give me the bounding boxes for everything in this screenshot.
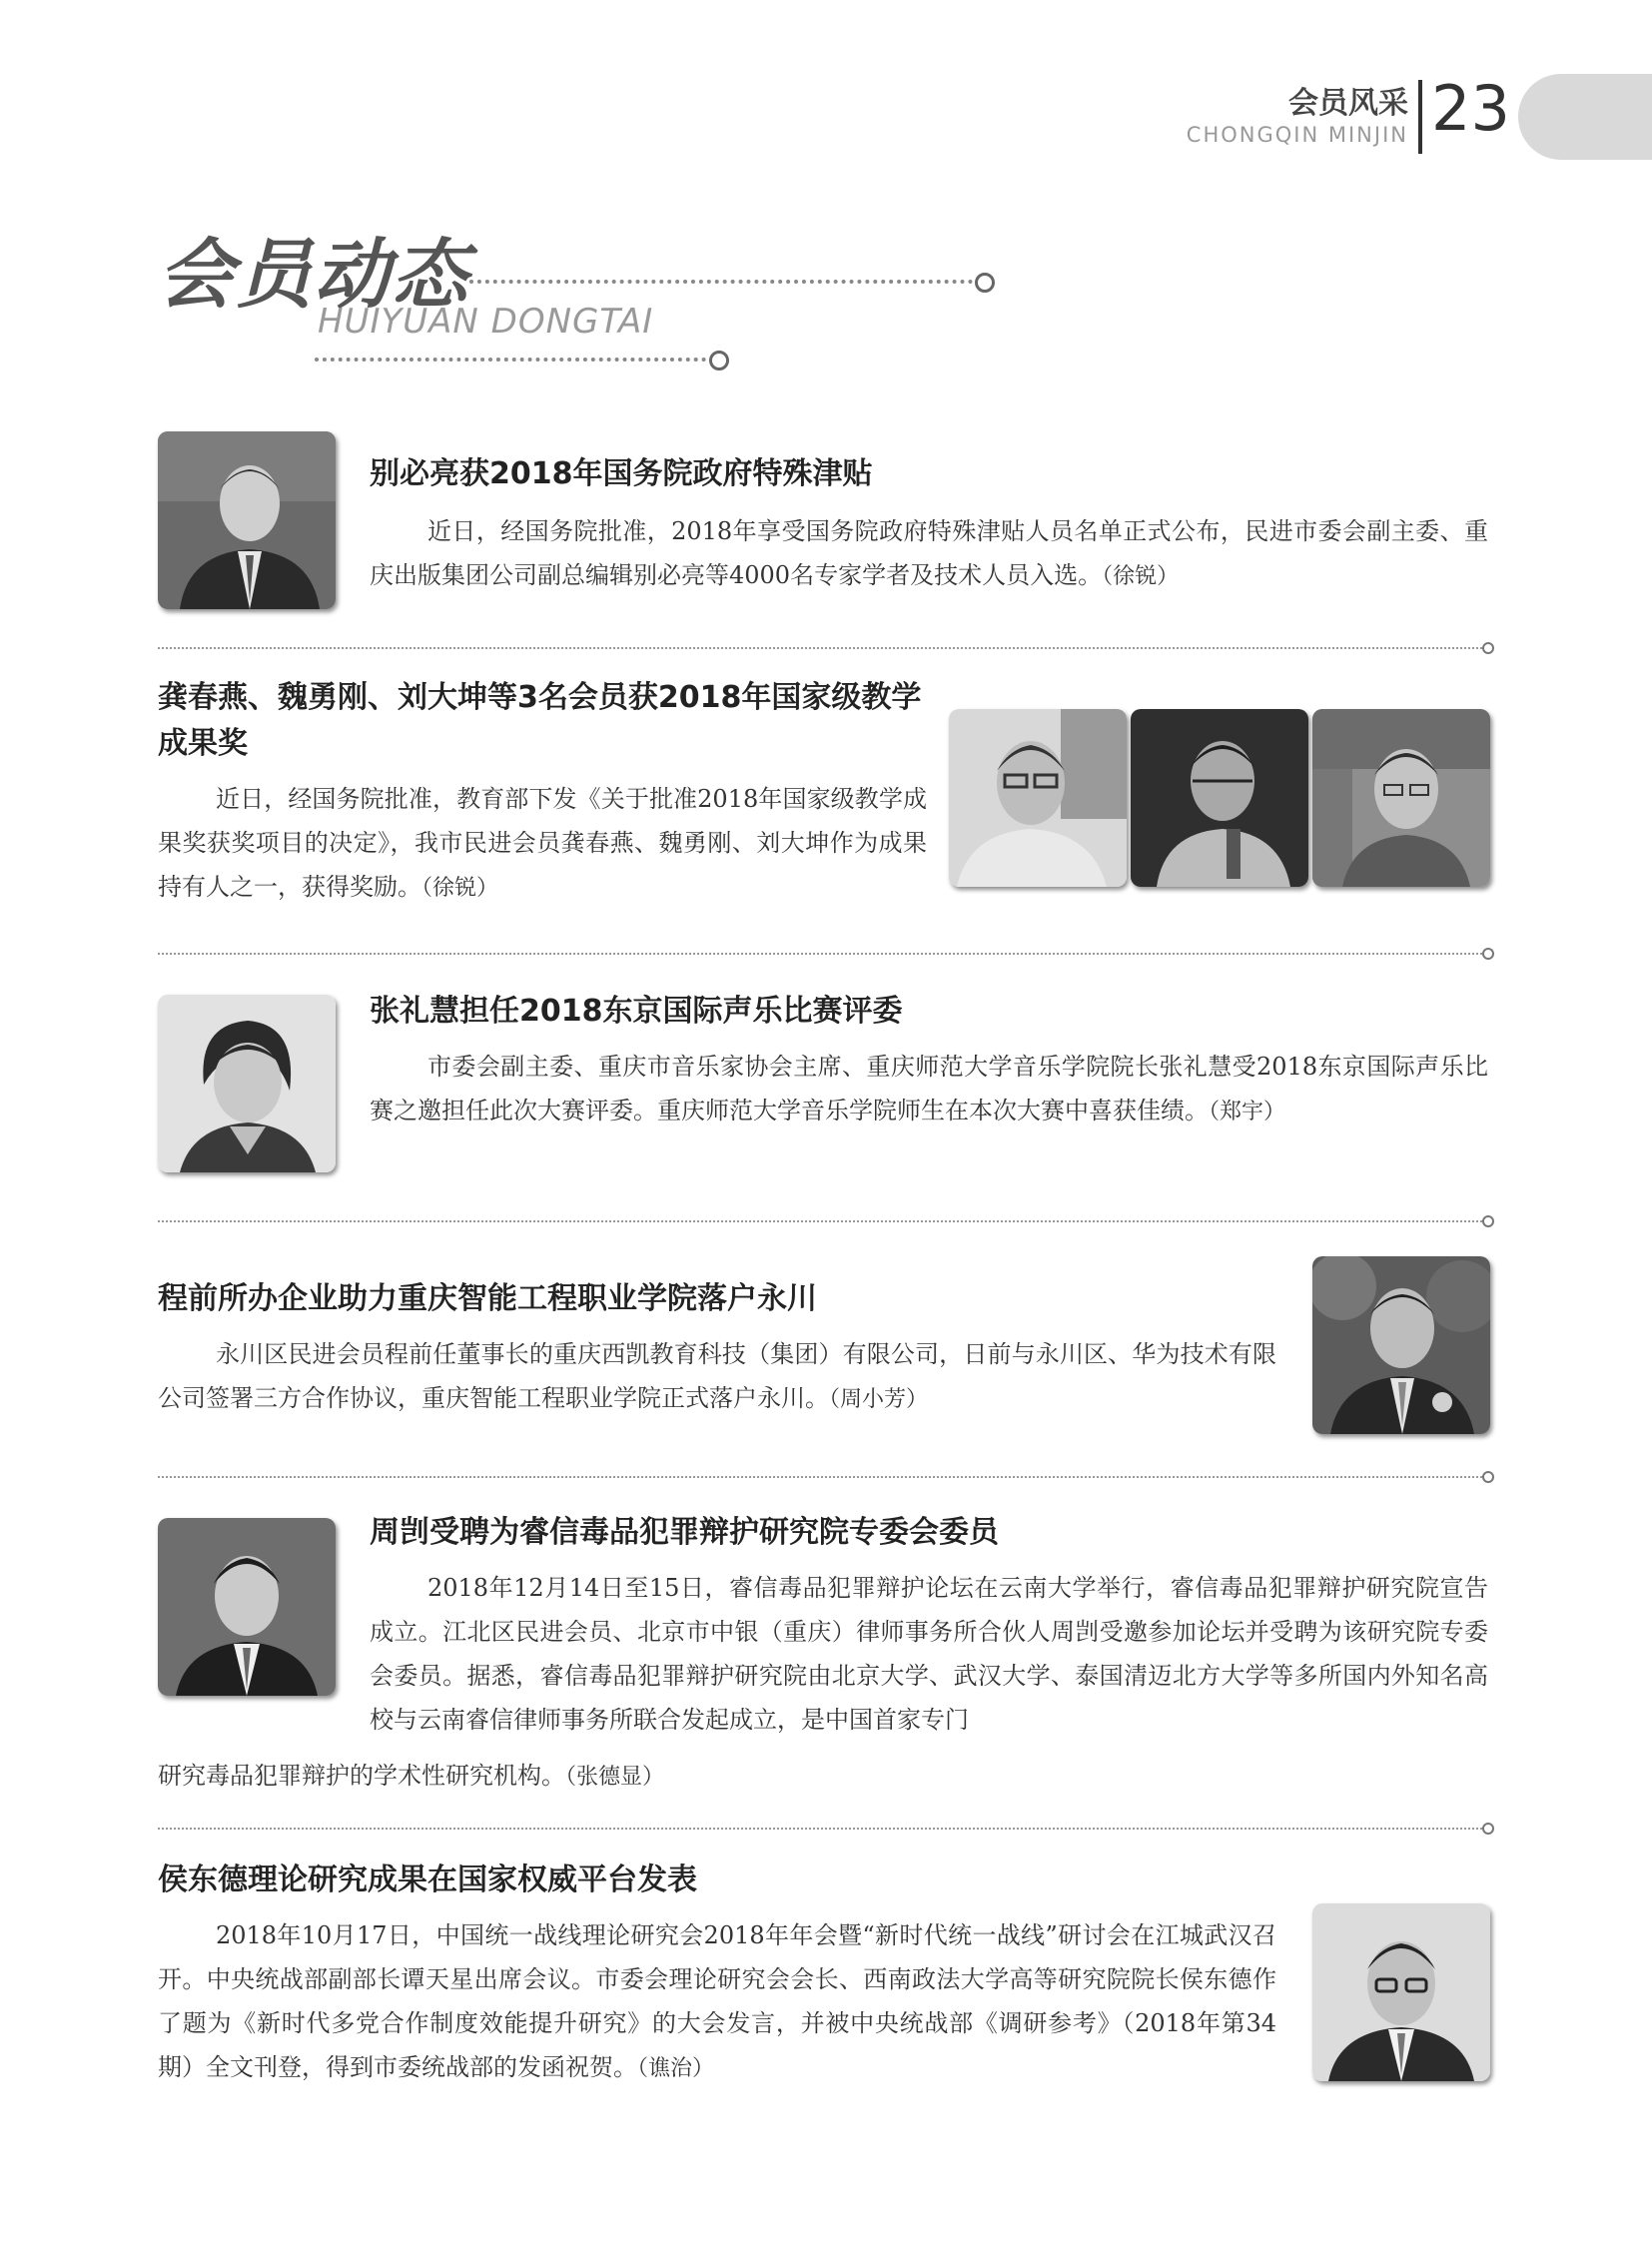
article-body: 近日，经国务院批准，教育部下发《关于批准2018年国家级教学成果奖获奖项目的决定》，我市民进会员龚春燕、魏勇刚、刘大坤作为成果持有人之一，获得奖励。（徐锐） [158,785,927,901]
article-title: 侯东德理论研究成果在国家权威平台发表 [158,1863,697,1897]
article-title: 龚春燕、魏勇刚、刘大坤等3名会员获2018年国家级教学成果奖 [158,680,922,761]
article-body-continued: 研究毒品犯罪辩护的学术性研究机构。（张德显） [158,1762,665,1790]
article-author: （张德显） [565,1765,665,1790]
section-title: 会员动态 [158,230,469,319]
subtitle-ring-ornament [709,351,729,371]
article-divider [158,1828,1486,1830]
article-author: （郑宇） [1209,1100,1286,1124]
divider-ring [1482,1215,1494,1227]
subtitle-dotted-line [315,358,714,362]
article-author: （徐锐） [1102,564,1180,589]
divider-ring [1482,1471,1494,1483]
article-body: 2018年10月17日，中国统一战线理论研究会2018年年会暨“新时代统一战线”研讨会在江城武汉召开。中央统战部副部长谭天星出席会议。市委会理论研究会会长、西南政法大学高等研究院院长侯东德作了题为《新时代多党合作制度效能提升研究》的大会发言，并被中央统战部《调研参考》（2018年第34期）全文刊登，得到市委统战部的发函祝贺。（谯治） [158,1921,1276,2081]
article-body: 2018年12月14日至15日，睿信毒品犯罪辩护论坛在云南大学举行，睿信毒品犯罪辩护研究院宣告成立。江北区民进会员、北京市中银（重庆）律师事务所合伙人周剀受邀参加论坛并受聘为该研究院专委会委员。据悉，睿信毒品犯罪辩护研究院由北京大学、武汉大学、泰国清迈北方大学等多所国内外知名高校与云南睿信律师事务所联合发起成立，是中国首家专门 [370,1574,1488,1734]
title-ring-ornament [975,273,995,293]
section-subtitle: HUIYUAN DONGTAI [318,302,654,342]
portrait-photo [949,709,1127,887]
divider-ring [1482,948,1494,960]
page-tab-decoration [1518,74,1652,160]
article-body: 近日，经国务院批准，2018年享受国务院政府特殊津贴人员名单正式公布，民进市委会副主委、重庆出版集团公司副总编辑别必亮等4000名专家学者及技术人员入选。（徐锐） [370,517,1488,589]
divider-ring [1482,642,1494,654]
article-body: 市委会副主委、重庆市音乐家协会主席、重庆师范大学音乐学院院长张礼慧受2018东京国际声乐比赛之邀担任此次大赛评委。重庆师范大学音乐学院师生在本次大赛中喜获佳绩。（郑宇） [370,1053,1488,1124]
divider-ring [1482,1823,1494,1835]
portrait-photo [158,431,336,609]
article-title: 周剀受聘为睿信毒品犯罪辩护研究院专委会委员 [370,1515,999,1550]
header-section-title: 会员风采 [1288,86,1408,121]
title-dotted-line [469,280,981,284]
article-divider [158,647,1486,649]
portrait-photo [1312,709,1490,887]
article-author: （谯治） [637,2056,715,2081]
article-divider [158,1476,1486,1478]
article-title: 张礼慧担任2018东京国际声乐比赛评委 [370,994,903,1029]
article-divider [158,953,1486,955]
article-author: （徐锐） [421,876,499,901]
article-author: （周小芳） [829,1387,929,1412]
portrait-photo [158,1518,336,1696]
portrait-photo [158,995,336,1172]
portrait-photo [1131,709,1308,887]
article-title: 别必亮获2018年国务院政府特殊津贴 [370,456,873,491]
portrait-photo [1312,1903,1490,2081]
header-section-subtitle: CHONGQIN MINJIN [1186,123,1408,147]
article-body: 永川区民进会员程前任董事长的重庆西凯教育科技（集团）有限公司，日前与永川区、华为技术有限公司签署三方合作协议，重庆智能工程职业学院正式落户永川。（周小芳） [158,1340,1276,1412]
header-divider [1418,80,1422,154]
article-divider [158,1220,1486,1222]
page-number: 23 [1431,72,1510,145]
article-title: 程前所办企业助力重庆智能工程职业学院落户永川 [158,1281,817,1316]
portrait-photo [1312,1256,1490,1434]
